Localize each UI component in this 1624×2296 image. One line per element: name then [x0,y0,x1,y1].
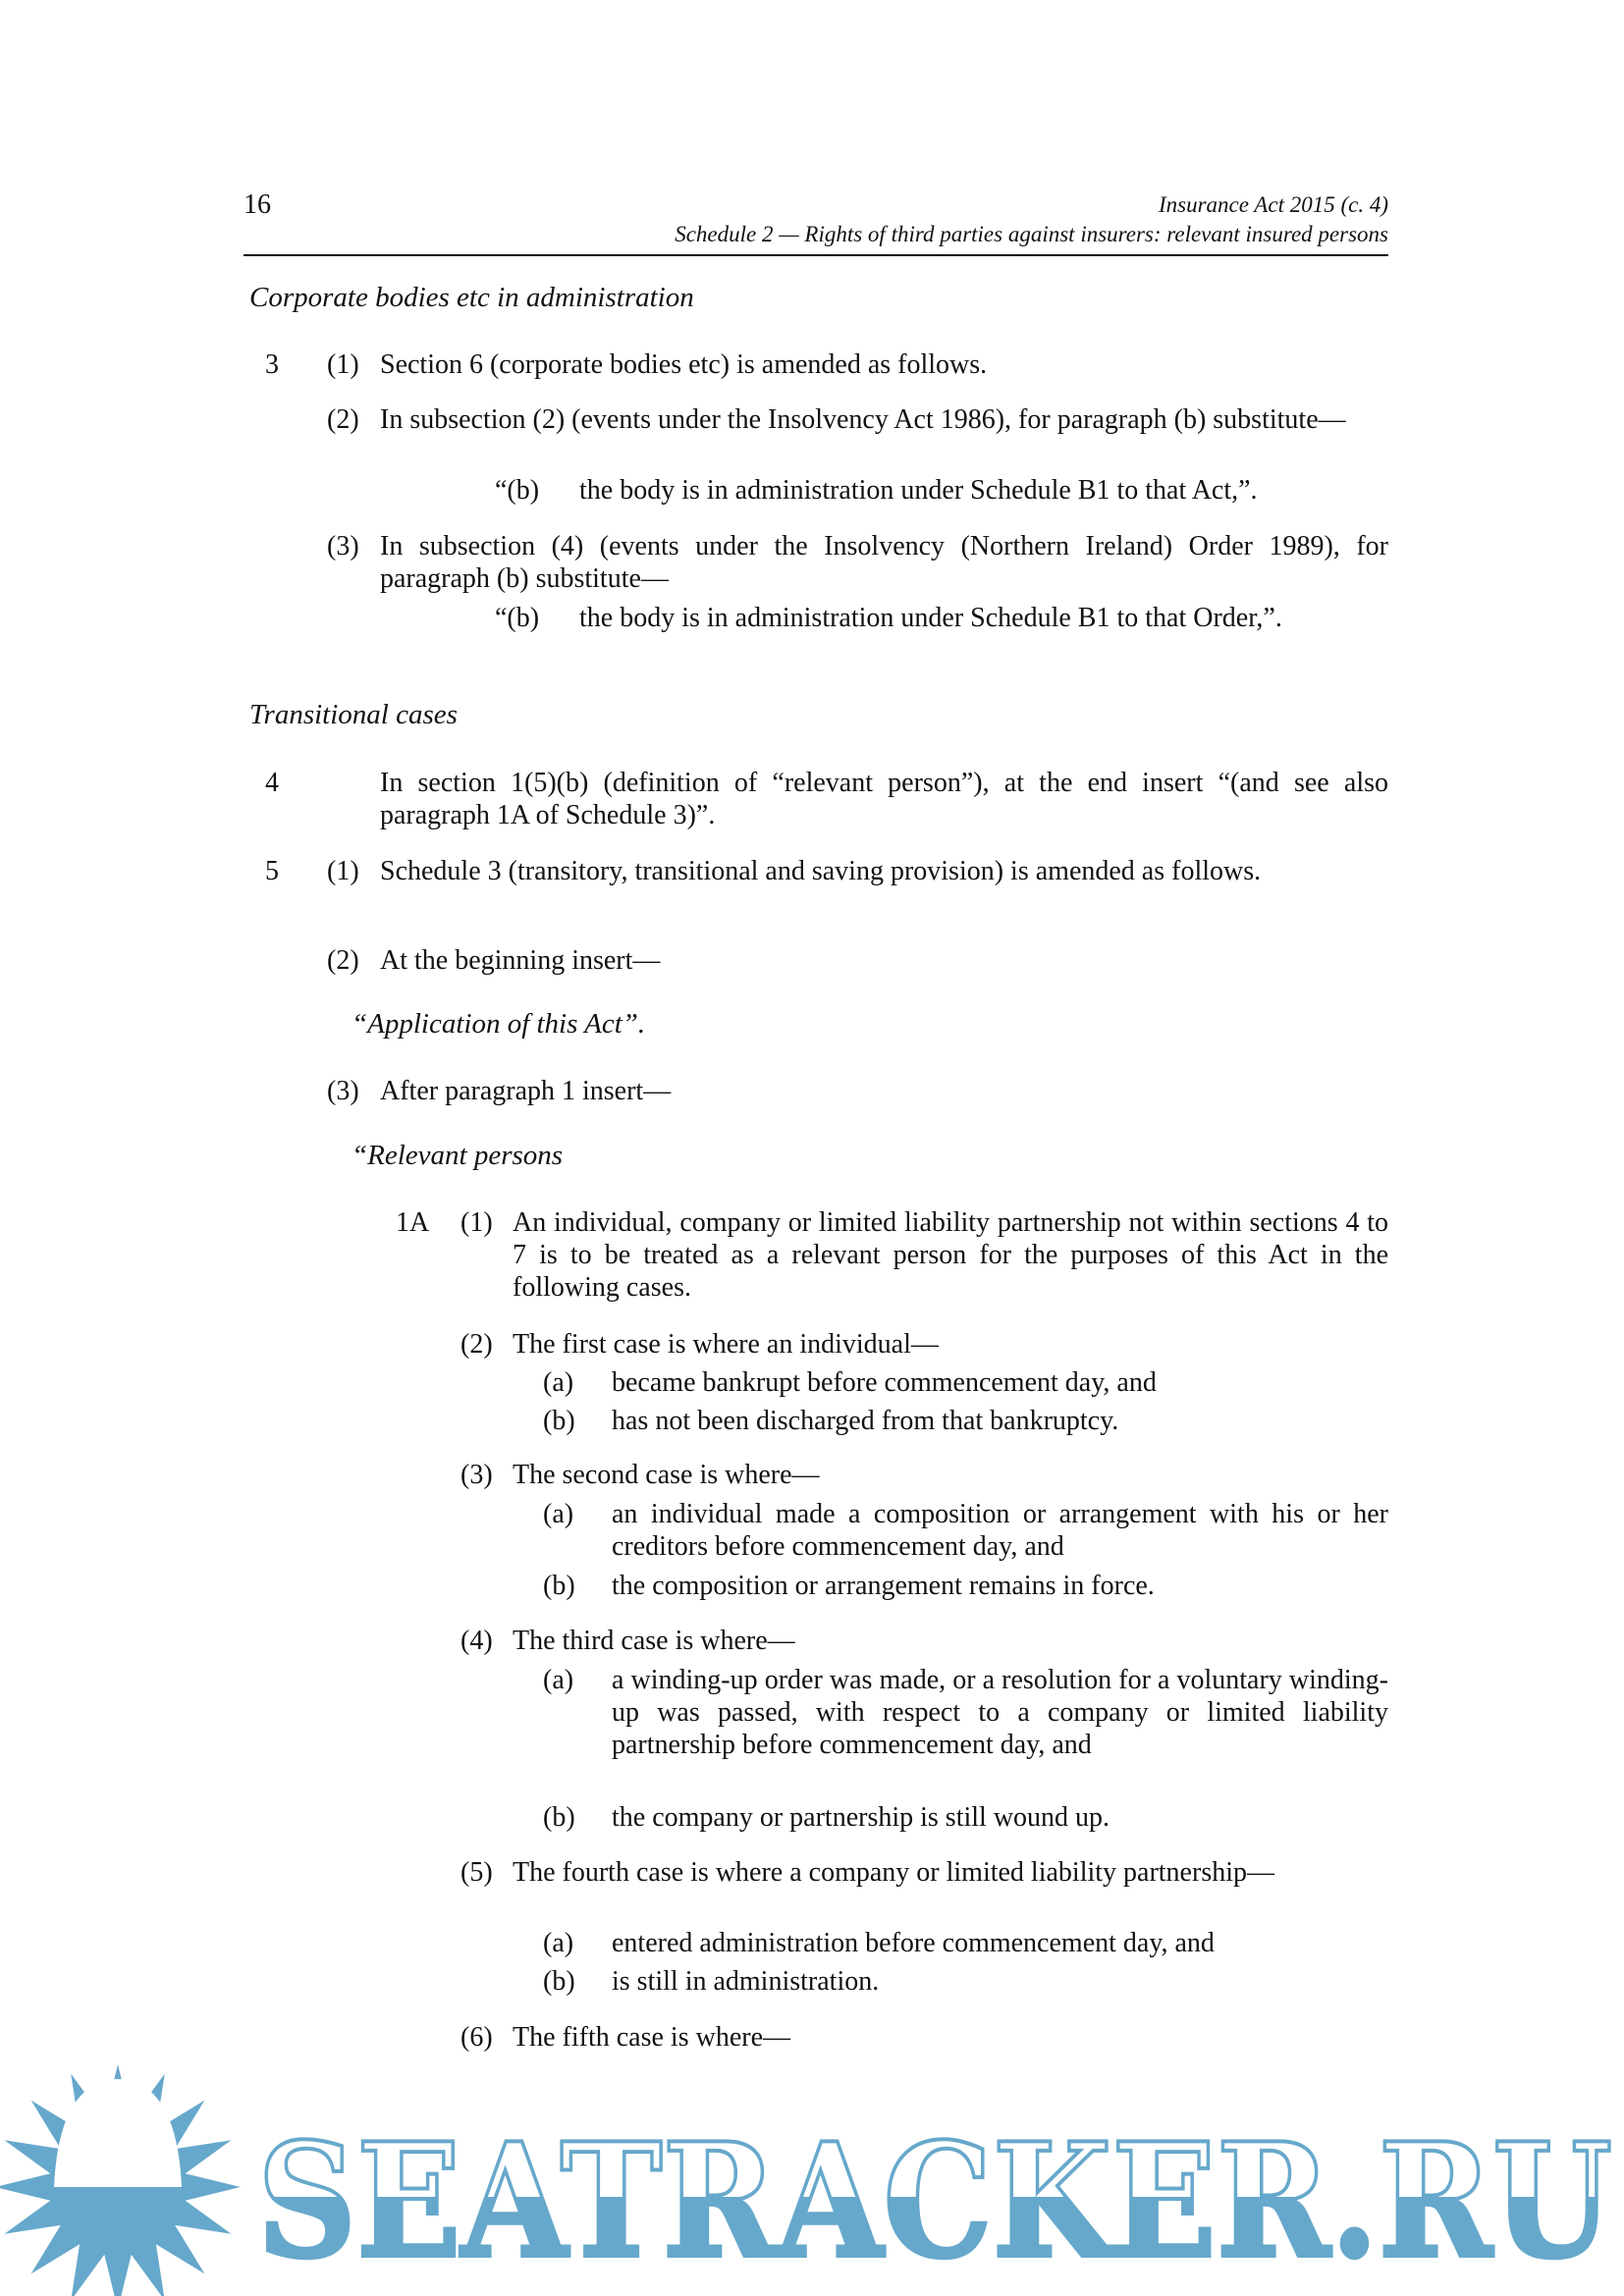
item-number: (b) [543,1802,575,1833]
subsection-number: (6) [460,2022,493,2053]
item-text: an individual made a composition or arrangement with his or her creditors before commencement day, and [612,1499,1388,1562]
paragraph-number: 5 [265,856,279,886]
subsection-text: Section 6 (corporate bodies etc) is amended as follows. [380,349,988,380]
subsection-text: The second case is where— [513,1460,820,1490]
subsection-number: (2) [327,945,359,976]
paragraph-text: In section 1(5)(b) (definition of “relevant person”), at the end insert “(and see also paragraph 1A of Schedule 3)”. [380,768,1388,830]
subsection-text: At the beginning insert— [380,945,661,976]
item-number: (a) [543,1367,574,1398]
section-heading: Corporate bodies etc in administration [249,282,694,313]
watermark-text: SEATRACKER.RU [257,2109,1612,2293]
subsection-number: (1) [327,349,359,380]
subsection-text: In subsection (4) (events under the Insolvency (Northern Ireland) Order 1989), for paragraph (b) substitute— [380,531,1388,594]
paragraph-number: 1A [396,1207,430,1238]
subsection-number: (3) [327,1076,359,1106]
quoted-item-text: the body is in administration under Schedule B1 to that Act,”. [579,475,1258,506]
item-number: (b) [543,1571,575,1601]
subsection-text: After paragraph 1 insert— [380,1076,672,1106]
item-text: a winding-up order was made, or a resolution for a voluntary winding-up was passed, with respect to a company or limited liability partnership before commencement day, and [612,1665,1388,1760]
subsection-text: In subsection (2) (events under the Insolvency Act 1986), for paragraph (b) substitute— [380,404,1346,435]
inserted-heading: “Relevant persons [352,1140,564,1171]
item-number: (b) [543,1966,575,1997]
act-title: Insurance Act 2015 (c. 4) [1159,192,1388,217]
subsection-number: (5) [460,1857,493,1888]
schedule-title: Schedule 2 — Rights of third parties against insurers: relevant insured persons [675,222,1388,246]
subsection-number: (4) [460,1626,493,1656]
subsection-number: (2) [327,404,359,435]
item-number: (b) [543,1406,575,1436]
subsection-text: The fourth case is where a company or limited liability partnership— [513,1857,1274,1888]
item-text: the company or partnership is still wound up. [612,1802,1110,1833]
sun-icon [0,2064,241,2296]
subsection-number: (1) [460,1207,493,1238]
quoted-item-number: “(b) [495,603,540,633]
subsection-text: The fifth case is where— [513,2022,790,2053]
subsection-text: The first case is where an individual— [513,1329,939,1360]
subsection-number: (1) [327,856,359,886]
quoted-item-text: the body is in administration under Schedule B1 to that Order,”. [579,603,1282,633]
quoted-item-number: “(b) [495,475,540,506]
item-number: (a) [543,1665,574,1695]
item-text: became bankrupt before commencement day, and [612,1367,1157,1398]
subsection-number: (3) [327,531,359,561]
subsection-text: The third case is where— [513,1626,795,1656]
item-text: the composition or arrangement remains in force. [612,1571,1155,1601]
item-text: has not been discharged from that bankruptcy. [612,1406,1119,1436]
paragraph-number: 4 [265,768,279,798]
subsection-number: (2) [460,1329,493,1360]
item-number: (a) [543,1928,574,1958]
header-rule [244,254,1388,256]
subsection-text: Schedule 3 (transitory, transitional and saving provision) is amended as follows. [380,856,1262,886]
paragraph-number: 3 [265,349,279,380]
subsection-text: An individual, company or limited liability partnership not within sections 4 to 7 is to be treated as a relevant person for the purposes of this Act in the following cases. [513,1207,1388,1303]
item-text: is still in administration. [612,1966,880,1997]
section-heading: Transitional cases [249,699,458,730]
page-number: 16 [244,189,271,220]
watermark-logo [0,2052,1624,2296]
item-number: (a) [543,1499,574,1529]
inserted-heading: “Application of this Act”. [352,1008,646,1040]
item-text: entered administration before commencement day, and [612,1928,1215,1958]
subsection-number: (3) [460,1460,493,1490]
